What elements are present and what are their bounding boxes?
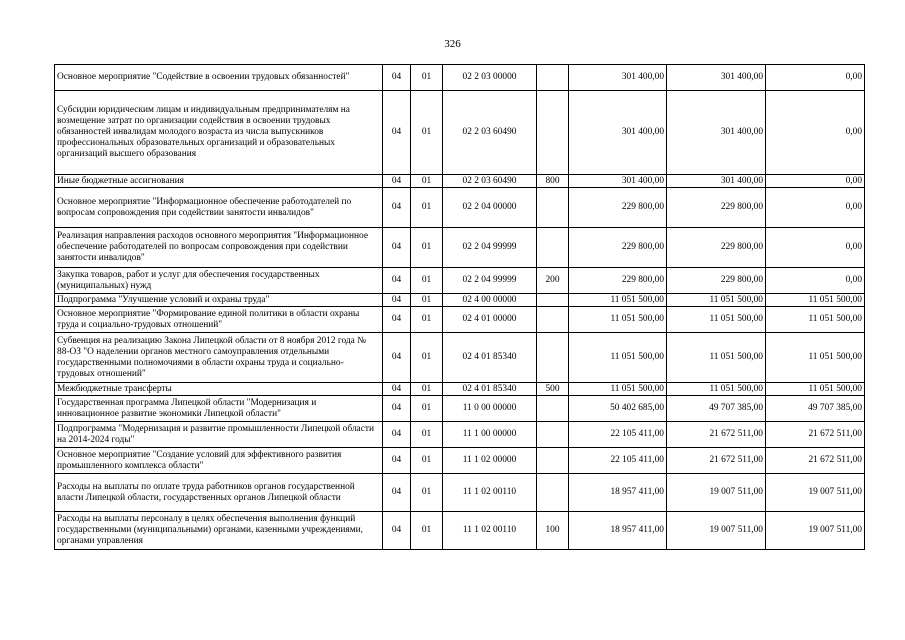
table-row (55, 175, 865, 188)
row-name-cell: Расходы на выплаты персоналу в целях обеспечения выполнения функций государственными (муниципальными) органами, казенными учреждениями, органами управления (55, 512, 383, 550)
subsection-code-cell: 01 (411, 333, 443, 383)
amount-year3-cell: 0,00 (766, 91, 865, 175)
target-article-cell: 02 2 03 00000 (443, 65, 537, 91)
table-row (55, 448, 865, 474)
row-name-cell: Подпрограмма "Улучшение условий и охраны труда" (55, 294, 383, 307)
section-code-cell: 04 (383, 65, 411, 91)
target-article-cell: 02 2 03 60490 (443, 91, 537, 175)
row-name-cell: Субвенция на реализацию Закона Липецкой области от 8 ноября 2012 года № 88-ОЗ "О наделении органов местного самоуправления отдельными государственными полномочиями в области охраны труда и социально-трудовых отношений" (55, 333, 383, 383)
expense-type-cell (537, 422, 569, 448)
expense-type-cell (537, 333, 569, 383)
expense-type-cell (537, 228, 569, 268)
amount-year3-cell: 21 672 511,00 (766, 448, 865, 474)
expense-type-cell (537, 474, 569, 512)
row-name-cell: Основное мероприятие "Создание условий для эффективного развития промышленного комплекса области" (55, 448, 383, 474)
amount-year3-cell: 0,00 (766, 188, 865, 228)
amount-year2-cell: 19 007 511,00 (667, 512, 766, 550)
section-code-cell: 04 (383, 512, 411, 550)
subsection-code-cell: 01 (411, 422, 443, 448)
amount-year3-cell: 0,00 (766, 65, 865, 91)
expense-type-cell: 200 (537, 268, 569, 294)
table-row (55, 307, 865, 333)
amount-year1-cell: 18 957 411,00 (569, 474, 667, 512)
target-article-cell: 11 1 02 00110 (443, 474, 537, 512)
expense-type-cell (537, 307, 569, 333)
amount-year2-cell: 301 400,00 (667, 175, 766, 188)
subsection-code-cell: 01 (411, 383, 443, 396)
target-article-cell: 02 4 01 00000 (443, 307, 537, 333)
amount-year2-cell: 49 707 385,00 (667, 396, 766, 422)
expense-type-cell (537, 188, 569, 228)
amount-year2-cell: 11 051 500,00 (667, 307, 766, 333)
subsection-code-cell: 01 (411, 188, 443, 228)
amount-year2-cell: 19 007 511,00 (667, 474, 766, 512)
row-name-cell: Закупка товаров, работ и услуг для обеспечения государственных (муниципальных) нужд (55, 268, 383, 294)
expense-type-cell: 500 (537, 383, 569, 396)
expense-type-cell (537, 65, 569, 91)
table-row (55, 396, 865, 422)
table-row (55, 268, 865, 294)
target-article-cell: 02 2 04 99999 (443, 268, 537, 294)
amount-year1-cell: 229 800,00 (569, 268, 667, 294)
amount-year3-cell: 19 007 511,00 (766, 474, 865, 512)
target-article-cell: 02 2 03 60490 (443, 175, 537, 188)
table-row (55, 422, 865, 448)
table-row (55, 91, 865, 175)
page-number: 326 (444, 38, 461, 50)
expense-type-cell (537, 448, 569, 474)
row-name-cell: Иные бюджетные ассигнования (55, 175, 383, 188)
amount-year3-cell: 11 051 500,00 (766, 333, 865, 383)
amount-year1-cell: 11 051 500,00 (569, 333, 667, 383)
amount-year3-cell: 0,00 (766, 228, 865, 268)
subsection-code-cell: 01 (411, 268, 443, 294)
expense-type-cell (537, 294, 569, 307)
amount-year3-cell: 19 007 511,00 (766, 512, 865, 550)
target-article-cell: 02 2 04 99999 (443, 228, 537, 268)
amount-year2-cell: 11 051 500,00 (667, 294, 766, 307)
amount-year1-cell: 301 400,00 (569, 175, 667, 188)
amount-year1-cell: 11 051 500,00 (569, 383, 667, 396)
amount-year3-cell: 11 051 500,00 (766, 307, 865, 333)
row-name-cell: Основное мероприятие "Содействие в освоении трудовых обязанностей" (55, 65, 383, 91)
target-article-cell: 02 4 00 00000 (443, 294, 537, 307)
amount-year1-cell: 22 105 411,00 (569, 422, 667, 448)
amount-year2-cell: 11 051 500,00 (667, 383, 766, 396)
row-name-cell: Реализация направления расходов основного мероприятия "Информационное обеспечение работодателей по вопросам сопровождения при содействии занятости инвалидов" (55, 228, 383, 268)
subsection-code-cell: 01 (411, 294, 443, 307)
amount-year1-cell: 11 051 500,00 (569, 307, 667, 333)
target-article-cell: 11 1 02 00110 (443, 512, 537, 550)
amount-year1-cell: 50 402 685,00 (569, 396, 667, 422)
expense-type-cell (537, 91, 569, 175)
section-code-cell: 04 (383, 268, 411, 294)
table-row (55, 474, 865, 512)
subsection-code-cell: 01 (411, 65, 443, 91)
budget-table (54, 64, 865, 550)
amount-year1-cell: 18 957 411,00 (569, 512, 667, 550)
expense-type-cell: 100 (537, 512, 569, 550)
amount-year1-cell: 229 800,00 (569, 188, 667, 228)
target-article-cell: 11 1 02 00000 (443, 448, 537, 474)
amount-year3-cell: 21 672 511,00 (766, 422, 865, 448)
amount-year2-cell: 229 800,00 (667, 228, 766, 268)
amount-year2-cell: 11 051 500,00 (667, 333, 766, 383)
subsection-code-cell: 01 (411, 228, 443, 268)
section-code-cell: 04 (383, 448, 411, 474)
section-code-cell: 04 (383, 396, 411, 422)
table-row (55, 228, 865, 268)
subsection-code-cell: 01 (411, 448, 443, 474)
amount-year1-cell: 11 051 500,00 (569, 294, 667, 307)
amount-year2-cell: 21 672 511,00 (667, 448, 766, 474)
subsection-code-cell: 01 (411, 512, 443, 550)
amount-year2-cell: 229 800,00 (667, 268, 766, 294)
table-row (55, 512, 865, 550)
section-code-cell: 04 (383, 383, 411, 396)
expense-type-cell (537, 396, 569, 422)
section-code-cell: 04 (383, 228, 411, 268)
row-name-cell: Подпрограмма "Модернизация и развитие промышленности Липецкой области на 2014-2024 годы" (55, 422, 383, 448)
amount-year2-cell: 301 400,00 (667, 65, 766, 91)
row-name-cell: Основное мероприятие "Информационное обеспечение работодателей по вопросам сопровождения при содействии занятости инвалидов" (55, 188, 383, 228)
amount-year3-cell: 0,00 (766, 175, 865, 188)
amount-year1-cell: 301 400,00 (569, 91, 667, 175)
row-name-cell: Расходы на выплаты по оплате труда работников органов государственной власти Липецкой области, государственных органов Липецкой области (55, 474, 383, 512)
section-code-cell: 04 (383, 175, 411, 188)
subsection-code-cell: 01 (411, 307, 443, 333)
row-name-cell: Основное мероприятие "Формирование единой политики в области охраны труда и социально-трудовых отношений" (55, 307, 383, 333)
target-article-cell: 02 4 01 85340 (443, 333, 537, 383)
row-name-cell: Межбюджетные трансферты (55, 383, 383, 396)
table-row (55, 333, 865, 383)
section-code-cell: 04 (383, 333, 411, 383)
amount-year1-cell: 229 800,00 (569, 228, 667, 268)
target-article-cell: 11 0 00 00000 (443, 396, 537, 422)
subsection-code-cell: 01 (411, 175, 443, 188)
section-code-cell: 04 (383, 422, 411, 448)
amount-year2-cell: 301 400,00 (667, 91, 766, 175)
subsection-code-cell: 01 (411, 396, 443, 422)
row-name-cell: Субсидии юридическим лицам и индивидуальным предпринимателям на возмещение затрат по организации содействия в освоении трудовых обязанностей инвалидам молодого возраста из числа выпускников профессиональных образовательных организаций и образовательных организаций высшего образования (55, 91, 383, 175)
table-row (55, 383, 865, 396)
amount-year3-cell: 11 051 500,00 (766, 294, 865, 307)
row-name-cell: Государственная программа Липецкой области "Модернизация и инновационное развитие экономики Липецкой области" (55, 396, 383, 422)
amount-year2-cell: 21 672 511,00 (667, 422, 766, 448)
target-article-cell: 02 2 04 00000 (443, 188, 537, 228)
amount-year3-cell: 11 051 500,00 (766, 383, 865, 396)
table-row (55, 294, 865, 307)
subsection-code-cell: 01 (411, 91, 443, 175)
section-code-cell: 04 (383, 474, 411, 512)
amount-year1-cell: 301 400,00 (569, 65, 667, 91)
target-article-cell: 02 4 01 85340 (443, 383, 537, 396)
section-code-cell: 04 (383, 307, 411, 333)
expense-type-cell: 800 (537, 175, 569, 188)
amount-year3-cell: 49 707 385,00 (766, 396, 865, 422)
table-row (55, 188, 865, 228)
amount-year3-cell: 0,00 (766, 268, 865, 294)
amount-year1-cell: 22 105 411,00 (569, 448, 667, 474)
section-code-cell: 04 (383, 294, 411, 307)
subsection-code-cell: 01 (411, 474, 443, 512)
section-code-cell: 04 (383, 91, 411, 175)
section-code-cell: 04 (383, 188, 411, 228)
amount-year2-cell: 229 800,00 (667, 188, 766, 228)
target-article-cell: 11 1 00 00000 (443, 422, 537, 448)
table-row (55, 65, 865, 91)
